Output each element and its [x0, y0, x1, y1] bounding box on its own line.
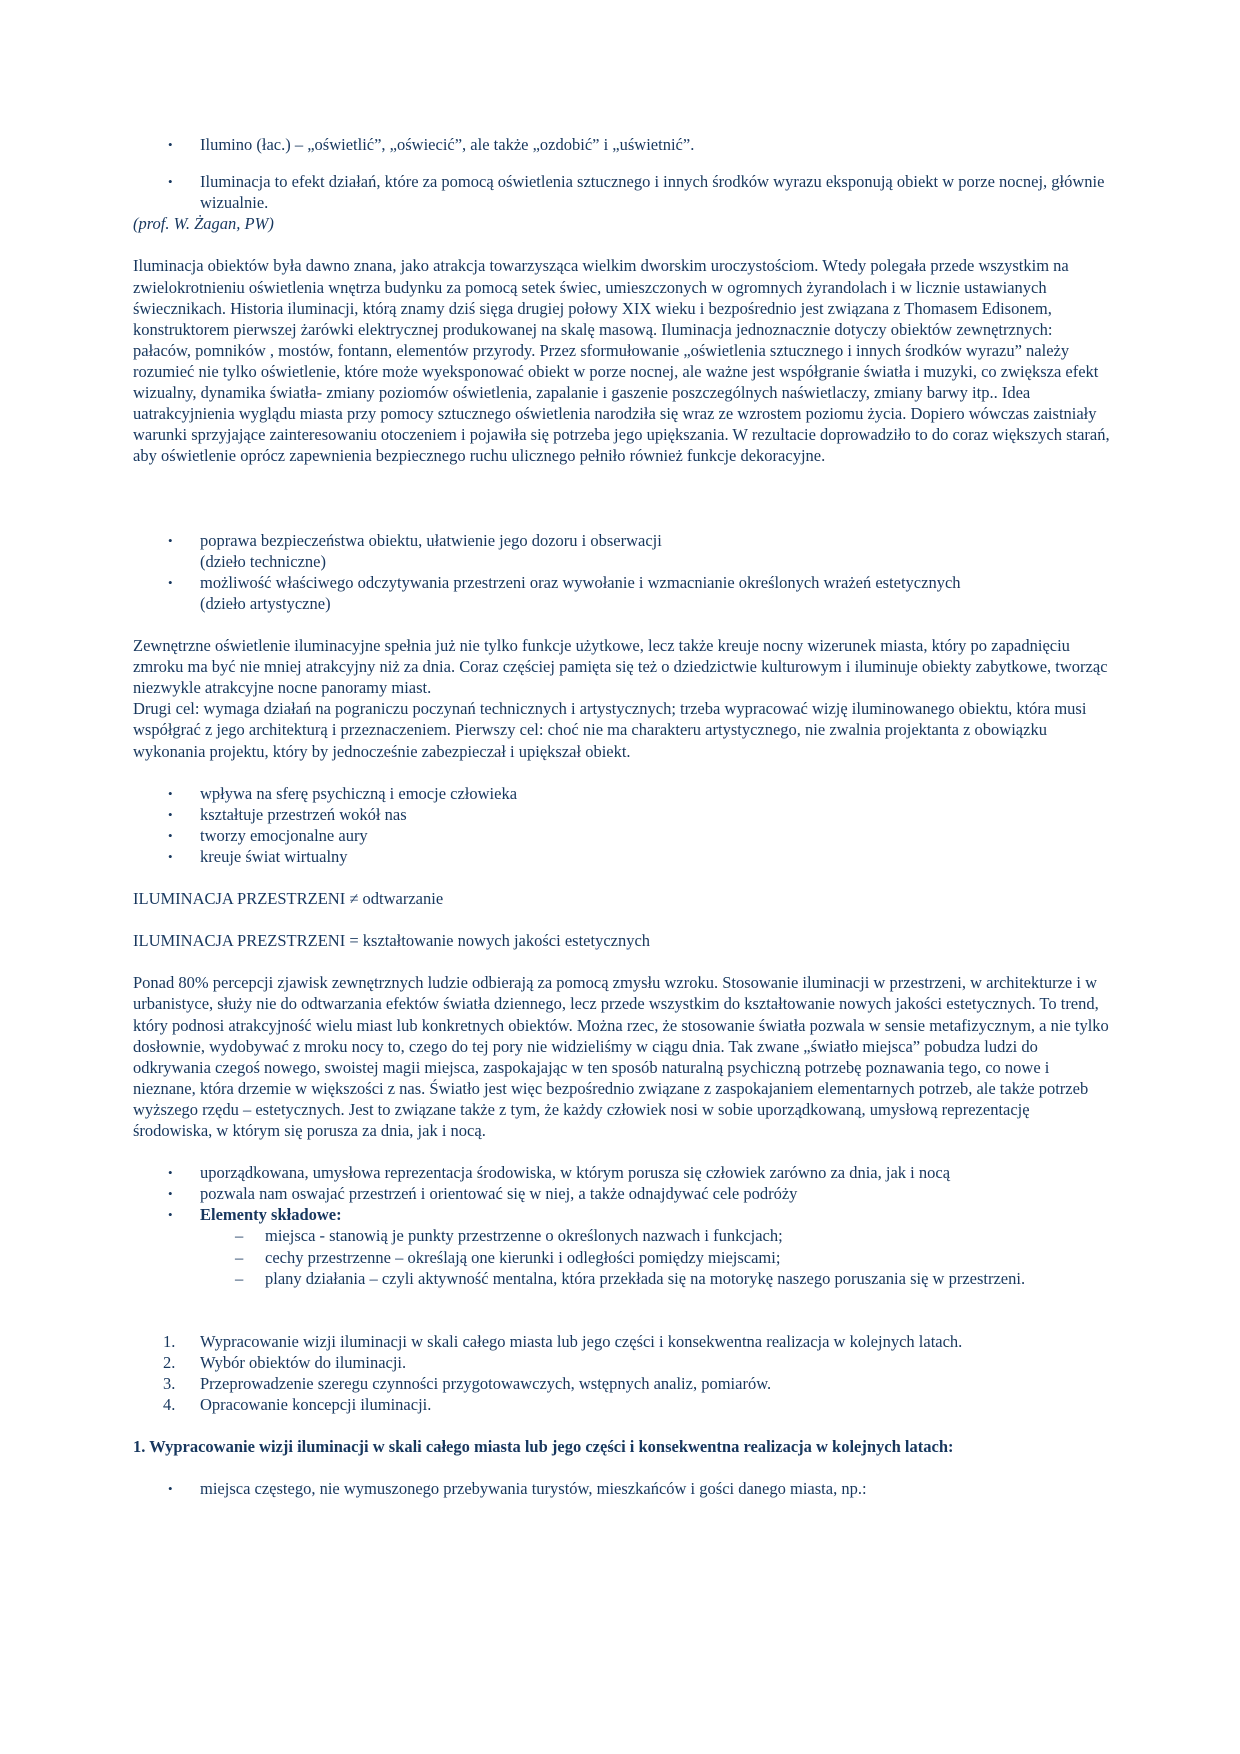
- spacer: [133, 234, 1112, 255]
- bullet-list: [133, 1162, 1112, 1289]
- bullet-list-item: [133, 530, 1112, 572]
- bullet-list-item: [133, 134, 1112, 155]
- bullet-list-item: [133, 171, 1112, 213]
- list-item-line: uporządkowana, umysłowa reprezentacja środowiska, w którym porusza się człowiek zarówno za dnia, jak i nocą: [200, 1163, 951, 1183]
- spacer: [133, 867, 1112, 888]
- spacer: [133, 1289, 1112, 1310]
- spacer: [133, 1310, 1112, 1331]
- list-item-text: [200, 804, 1112, 825]
- bullet-list-item: [133, 846, 1112, 867]
- spacer: [133, 488, 1112, 509]
- list-item-line: Przeprowadzenie szeregu czynności przygotowawczych, wstępnych analiz, pomiarów.: [200, 1374, 772, 1394]
- bullet-marker: •: [168, 785, 173, 801]
- spacer: [133, 614, 1112, 635]
- list-item-line: Opracowanie koncepcji iluminacji.: [200, 1395, 432, 1415]
- list-item-line: kreuje świat wirtualny: [200, 846, 348, 866]
- section-1-heading: 1. Wypracowanie wizji iluminacji w skali całego miasta lub jego części i konsekwentna realizacja w kolejnych latach:: [133, 1437, 954, 1457]
- list-item-text: [200, 1373, 1112, 1394]
- number-marker: 2.: [163, 1352, 176, 1372]
- bullet-list-item: [133, 825, 1112, 846]
- numbered-list: [133, 1331, 1112, 1415]
- list-item-text: [200, 134, 1112, 155]
- spacer: [133, 1415, 1112, 1436]
- numbered-list-item: [133, 1394, 1112, 1415]
- list-item-text: [200, 846, 1112, 867]
- definition-positive: ILUMINACJA PREZSTRZENI = kształtowanie nowych jakości estetycznych: [133, 931, 651, 951]
- sub-list-item-text: miejsca - stanowią je punkty przestrzenne o określonych nazwach i funkcjach;: [265, 1226, 783, 1246]
- spacer: [133, 909, 1112, 930]
- dash-marker: –: [235, 1226, 244, 1246]
- bullet-marker: •: [168, 1165, 173, 1181]
- bullet-marker: •: [168, 174, 173, 190]
- bullet-marker: •: [168, 827, 173, 843]
- bullet-list-item: [133, 804, 1112, 825]
- numbered-list-item: [133, 1373, 1112, 1394]
- perception-paragraph: Ponad 80% percepcji zjawisk zewnętrznych ludzie odbierają za pomocą zmysłu wzroku. Stosowanie iluminacji w przestrzeni, w architekturze i w urbanistyce, służy nie do odtwarzania efektów światła dziennego, lecz przede wszystkim do kształtowanie nowych jakości estetycznych. To trend, który podnosi atrakcyjność wielu miast lub konkretnych obiektów. Można rzec, że stosowanie światła pozwala w sensie metafizycznym, a nie tylko dosłownie, wydobywać z mroku nocy to, czego do tej pory nie widzieliśmy w ciągu dnia. Tak zwane „światło miejsca” pobudza ludzi do odkrywania czegoś nowego, swoistej magii miejsca, zaspokajając w ten sposób naturalną psychiczną potrzebę poznawania tego, co nowe i nieznane, która drzemie w większości z nas. Światło jest więc bezpośrednio związane z zaspokajaniem elementarnych potrzeb, ale także potrzeb wyższego rzędu – estetycznych. Jest to związane także z tym, że każdy człowiek nosi w sobie uporządkowaną, umysłową reprezentację środowiska, w którym się porusza za dnia, jak i nocą.: [133, 973, 1109, 1141]
- bullet-marker: •: [168, 1207, 173, 1223]
- spacer: [133, 951, 1112, 972]
- dash-marker: –: [235, 1268, 244, 1288]
- list-item-line: kształtuje przestrzeń wokół nas: [200, 804, 407, 824]
- list-item-line: Ilumino (łac.) – „oświetlić”, „oświecić”, ale także „ozdobić” i „uświetnić”.: [200, 135, 695, 154]
- list-item-text: [200, 783, 1112, 804]
- bullet-list-item: [133, 1183, 1112, 1204]
- list-item-text: [200, 572, 1112, 614]
- spacer: [133, 1457, 1112, 1478]
- list-item-line: Elementy składowe:: [200, 1205, 342, 1225]
- list-item-line: możliwość właściwego odczytywania przestrzeni oraz wywołanie i wzmacnianie określonych wrażeń estetycznych: [200, 572, 961, 592]
- list-item-line: Iluminacja to efekt działań, które za pomocą oświetlenia sztucznego i innych środków wyrazu eksponują obiekt w porze nocnej, głównie wizualnie.: [200, 172, 1105, 213]
- bullet-list: [133, 530, 1112, 614]
- list-item-text: [200, 1183, 1112, 1204]
- bullet-list: [133, 1478, 1112, 1499]
- bullet-list-item: [133, 1204, 1112, 1225]
- number-marker: 4.: [163, 1395, 176, 1415]
- list-item-text: [200, 1162, 1112, 1183]
- list-item-line: tworzy emocjonalne aury: [200, 825, 368, 845]
- bullet-marker: •: [168, 137, 173, 152]
- sub-list-item-text: plany działania – czyli aktywność mentalna, która przekłada się na motorykę naszego poruszania się w przestrzeni.: [265, 1268, 1026, 1288]
- bullet-marker: •: [168, 848, 173, 864]
- list-item-line: pozwala nam oswajać przestrzeń i orientować się w niej, a także odnajdywać cele podróży: [200, 1184, 798, 1204]
- bullet-list: [133, 783, 1112, 867]
- number-marker: 3.: [163, 1374, 176, 1394]
- list-item-line: miejsca częstego, nie wymuszonego przebywania turystów, mieszkańców i gości danego miasta, np.:: [200, 1479, 867, 1499]
- sub-list-item: [133, 1268, 1112, 1289]
- spacer: [133, 467, 1112, 488]
- list-item-line: (dzieło artystyczne): [200, 593, 331, 613]
- list-item-line: (dzieło techniczne): [200, 551, 326, 571]
- list-item-text: [200, 1331, 1112, 1352]
- spacer: [133, 509, 1112, 530]
- history-paragraph: Iluminacja obiektów była dawno znana, jako atrakcja towarzysząca wielkim dworskim uroczystościom. Wtedy polegała przede wszystkim na zwielokrotnieniu oświetlenia wnętrza budynku za pomocą setek świec, umieszczonych w ogromnych żyrandolach i w licznie ustawianych świecznikach. Historia iluminacji, którą znamy dziś sięga drugiej połowy XIX wieku i bezpośrednio jest związana z Thomasem Edisonem, konstruktorem pierwszej żarówki elektrycznej produkowanej na skalę masową. Iluminacja jednoznacznie dotyczy obiektów zewnętrznych: pałaców, pomników , mostów, fontann, elementów przyrody. Przez sformułowanie „oświetlenia sztucznego i innych środków wyrazu” należy rozumieć nie tylko oświetlenie, które może wyeksponować obiekt w porze nocnej, ale ważne jest współgranie światła i muzyki, co zwiększa efekt wizualny, dynamika światła- zmiany poziomów oświetlenia, zapalanie i gaszenie poszczególnych naświetlaczy, zmiany barwy itp.. Idea uatrakcyjnienia wyglądu miasta przy pomocy sztucznego oświetlenia narodziła się wraz ze wzrostem poziomu życia. Dopiero wówczas zaistniały warunki sprzyjające zainteresowaniu otoczeniem i pojawiła się potrzeba jego upiększania. W rezultacie doprowadziło to do coraz większych starań, aby oświetlenie oprócz zapewnienia bezpiecznego ruchu ulicznego pełniło również funkcje dekoracyjne.: [133, 256, 1110, 466]
- list-item-text: [200, 1204, 1112, 1225]
- list-item-text: [200, 825, 1112, 846]
- sub-list-item: [133, 1225, 1112, 1246]
- city-image-paragraph: Zewnętrzne oświetlenie iluminacyjne spełnia już nie tylko funkcje użytkowe, lecz także kreuje nocny wizerunek miasta, który po zapadnięciu zmroku ma być nie mniej atrakcyjny niż za dnia. Coraz częściej pamięta się też o dziedzictwie kulturowym i iluminuje obiekty zabytkowe, tworząc niezwykle atrakcyjne nocne panoramy miast.: [133, 635, 1108, 698]
- list-item-text: [200, 530, 1112, 572]
- sub-list-item-text: cechy przestrzenne – określają one kierunki i odległości pomiędzy miejscami;: [265, 1247, 781, 1267]
- bullet-marker: •: [168, 1481, 173, 1497]
- bullet-list-item: [133, 1162, 1112, 1183]
- spacer: [133, 1141, 1112, 1162]
- spacer: [133, 762, 1112, 783]
- number-marker: 1.: [163, 1331, 176, 1351]
- list-item-text: [200, 1394, 1112, 1415]
- bullet-list-item: [133, 783, 1112, 804]
- bullet-list-item: [133, 1478, 1112, 1499]
- goals-paragraph: Drugi cel: wymaga działań na pograniczu poczynań technicznych i artystycznych; trzeba wypracować wizję iluminowanego obiektu, która musi współgrać z jego architekturą i przeznaczeniem. Pierwszy cel: choć nie ma charakteru artystycznego, nie zwalnia projektanta z obowiązku wykonania projektu, który by jednocześnie zabezpieczał i upiększał obiekt.: [133, 699, 1087, 761]
- dash-marker: –: [235, 1247, 244, 1267]
- list-item-line: wpływa na sferę psychiczną i emocje człowieka: [200, 783, 518, 803]
- bullet-marker: •: [168, 574, 173, 590]
- bullet-marker: •: [168, 806, 173, 822]
- bullet-list: [133, 134, 1112, 213]
- list-item-text: [200, 171, 1112, 213]
- list-item-text: [200, 1478, 1112, 1499]
- author-attribution: (prof. W. Żagan, PW): [133, 214, 274, 234]
- bullet-marker: •: [168, 1186, 173, 1202]
- list-item-line: Wybór obiektów do iluminacji.: [200, 1352, 407, 1372]
- definition-negative: ILUMINACJA PRZESTRZENI ≠ odtwarzanie: [133, 889, 444, 909]
- numbered-list-item: [133, 1331, 1112, 1352]
- list-item-text: [200, 1352, 1112, 1373]
- list-item-line: poprawa bezpieczeństwa obiektu, ułatwienie jego dozoru i obserwacji: [200, 530, 662, 550]
- bullet-marker: •: [168, 532, 173, 548]
- bullet-list-item: [133, 572, 1112, 614]
- numbered-list-item: [133, 1352, 1112, 1373]
- sub-list-item: [133, 1247, 1112, 1268]
- list-item-line: Wypracowanie wizji iluminacji w skali całego miasta lub jego części i konsekwentna realizacja w kolejnych latach.: [200, 1331, 963, 1351]
